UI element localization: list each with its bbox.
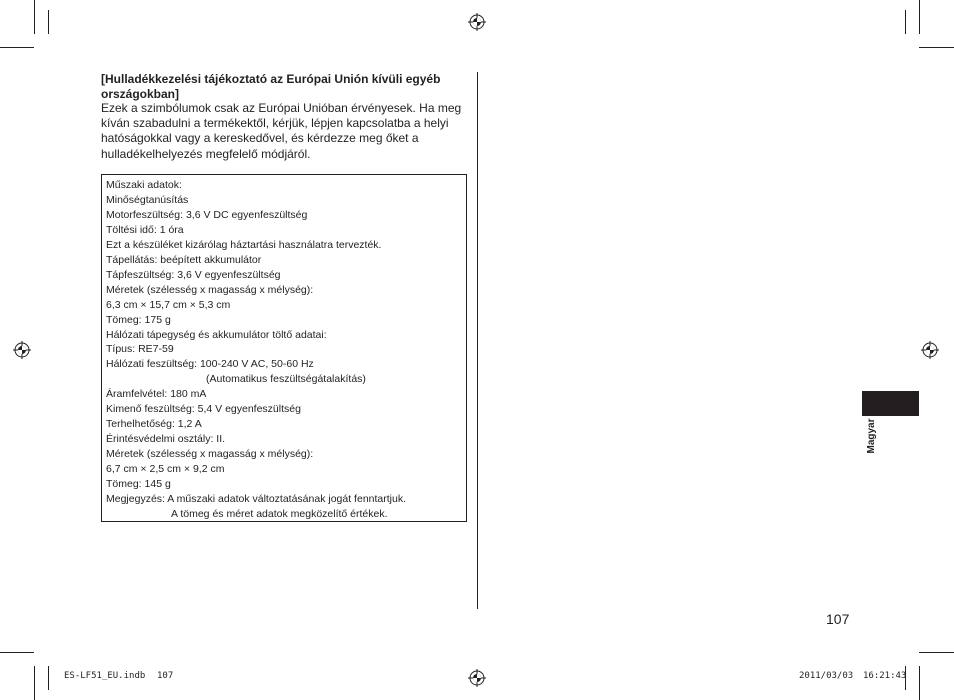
crop-mark bbox=[0, 652, 34, 653]
spec-line: Méretek (szélesség x magasság x mélység): bbox=[106, 283, 314, 296]
heading-line: országokban] bbox=[101, 87, 180, 101]
spec-line: 6,3 cm × 15,7 cm × 5,3 cm bbox=[106, 298, 231, 311]
spec-line: Érintésvédelmi osztály: II. bbox=[106, 433, 226, 446]
language-label: Magyar bbox=[866, 418, 877, 454]
footer-date: 2011/03/03 bbox=[799, 671, 854, 681]
crop-mark bbox=[919, 0, 920, 34]
heading-line: [Hulladékkezelési tájékoztató az Európai Unión kívüli egyéb bbox=[101, 72, 441, 86]
crop-mark bbox=[48, 10, 49, 34]
spec-line: Tömeg: 175 g bbox=[106, 313, 171, 326]
paragraph-line: hatóságokkal vagy a kereskedővel, és kérdezze meg őket a bbox=[101, 131, 419, 146]
spec-line: Tömeg: 145 g bbox=[106, 478, 171, 491]
crop-mark bbox=[34, 0, 35, 34]
spec-list bbox=[106, 178, 406, 522]
spec-line: (Automatikus feszültségátalakítás) bbox=[206, 373, 366, 386]
spec-line: Motorfeszültség: 3,6 V DC egyenfeszültség bbox=[106, 208, 308, 221]
registration-mark-icon bbox=[921, 341, 939, 359]
footer-page: 107 bbox=[157, 671, 174, 681]
column-divider bbox=[477, 72, 478, 609]
spec-line: Töltési idő: 1 óra bbox=[106, 223, 184, 236]
crop-mark bbox=[919, 652, 954, 653]
spec-line: Hálózati feszültség: 100-240 V AC, 50-60 Hz bbox=[106, 358, 314, 371]
crop-mark bbox=[905, 10, 906, 34]
spec-line: Típus: RE7-59 bbox=[106, 343, 174, 356]
paragraph-line: hulladékelhelyezés megfelelő módjáról. bbox=[101, 146, 311, 161]
spec-line: Ezt a készüléket kizárólag háztartási használatra tervezték. bbox=[106, 238, 382, 251]
spec-line: Kimenő feszültség: 5,4 V egyenfeszültség bbox=[106, 403, 301, 416]
crop-mark bbox=[34, 666, 35, 700]
registration-mark-icon bbox=[468, 669, 486, 687]
paragraph-line: kíván szabadulni a termékektől, kérjük, lépjen kapcsolatba a helyi bbox=[101, 116, 449, 131]
spec-line: Műszaki adatok: bbox=[106, 179, 182, 191]
footer-time: 16:21:43 bbox=[863, 671, 907, 681]
page-number: 107 bbox=[826, 611, 850, 627]
spec-line: Tápfeszültség: 3,6 V egyenfeszültség bbox=[106, 268, 281, 281]
registration-mark-icon bbox=[468, 13, 486, 31]
footer-filename: ES-LF51_EU.indb bbox=[64, 671, 146, 681]
paragraph-line: Ezek a szimbólumok csak az Európai Unióban érvényesek. Ha meg bbox=[101, 101, 462, 115]
registration-mark-icon bbox=[13, 341, 31, 359]
spec-line: Megjegyzés: A műszaki adatok változtatásának jogát fenntartjuk. bbox=[106, 493, 407, 506]
spec-line: Tápellátás: beépített akkumulátor bbox=[106, 253, 262, 266]
spec-line: Hálózati tápegység és akkumulátor töltő adatai: bbox=[106, 328, 327, 341]
spec-line: Áramfelvétel: 180 mA bbox=[106, 388, 207, 401]
disposal-paragraph bbox=[101, 101, 471, 162]
crop-mark bbox=[0, 47, 34, 48]
crop-mark bbox=[48, 666, 49, 690]
section-heading bbox=[101, 72, 471, 102]
crop-mark bbox=[919, 666, 920, 700]
spec-line: Terhelhetőség: 1,2 A bbox=[106, 418, 202, 431]
crop-mark bbox=[919, 47, 954, 48]
spec-line: Méretek (szélesség x magasság x mélység): bbox=[106, 448, 314, 461]
spec-line: 6,7 cm × 2,5 cm × 9,2 cm bbox=[106, 463, 225, 476]
spec-line: A tömeg és méret adatok megközelítő értékek. bbox=[171, 507, 388, 520]
spec-line: Minőségtanúsítás bbox=[106, 193, 189, 206]
